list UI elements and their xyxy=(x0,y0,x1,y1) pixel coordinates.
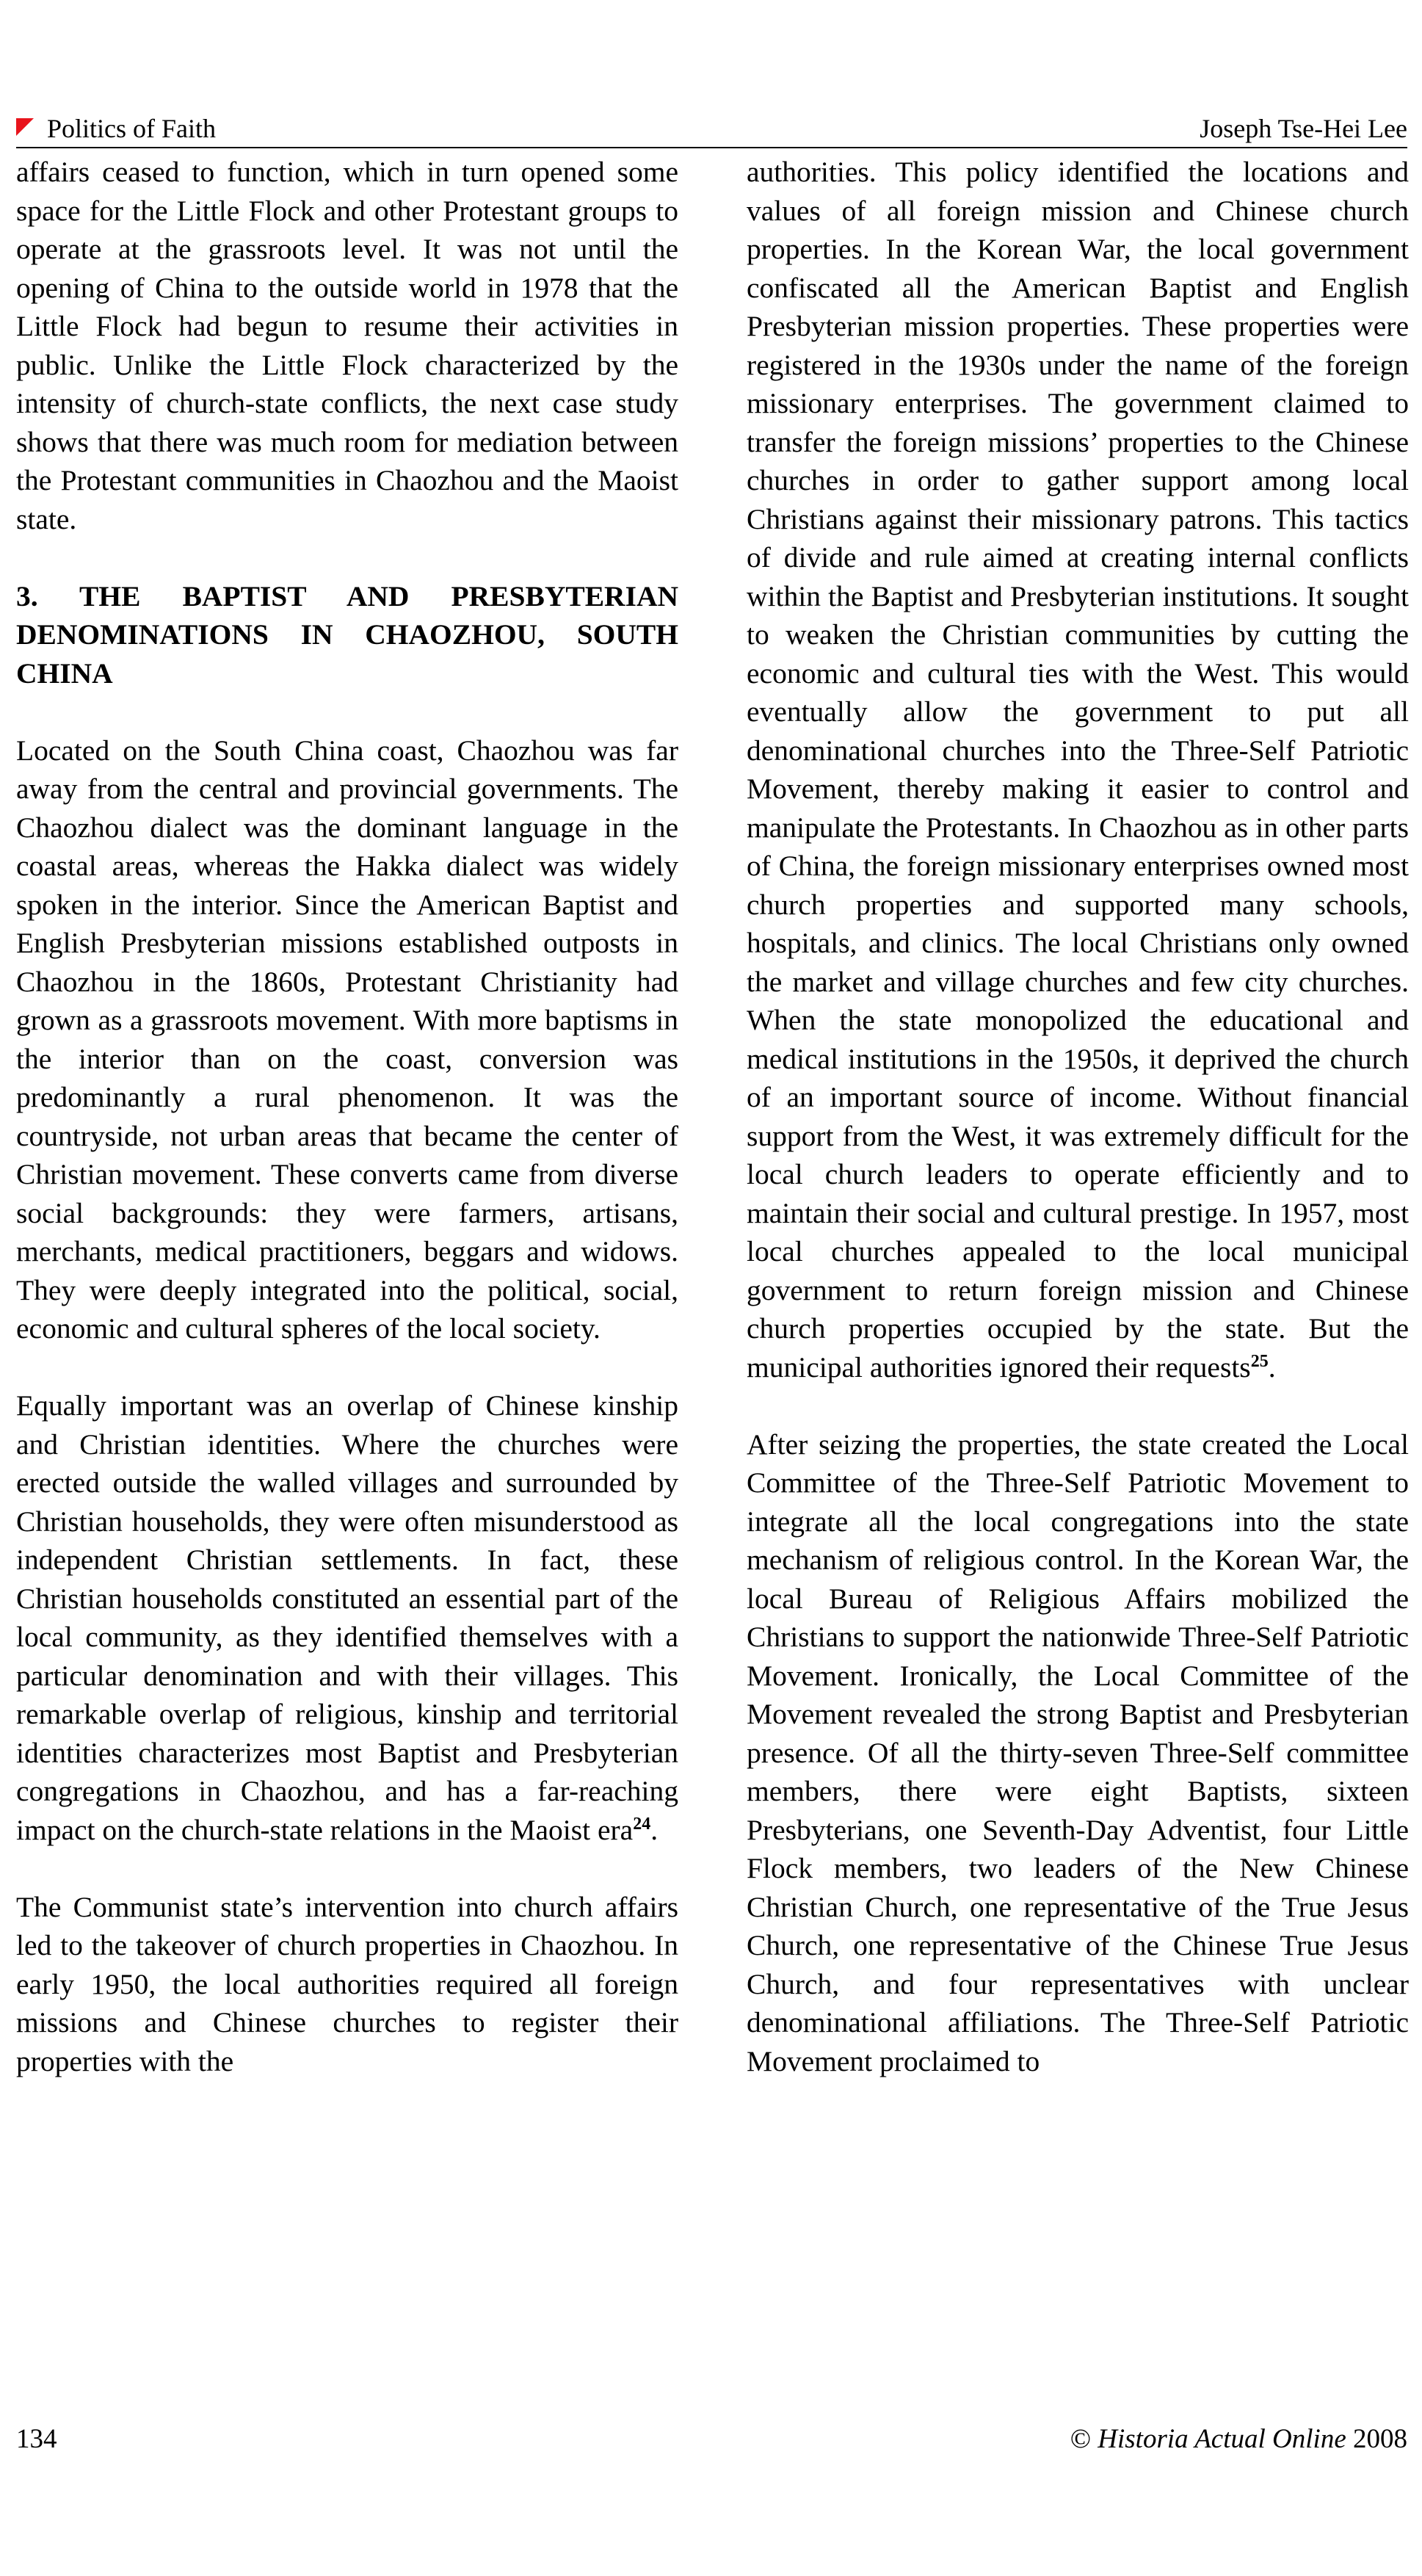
footnote-ref-24: 24 xyxy=(633,1814,651,1834)
copyright-notice xyxy=(1070,2423,1407,2455)
red-flag-icon xyxy=(16,118,34,136)
footnote-ref-25: 25 xyxy=(1250,1351,1269,1371)
paragraph: After seizing the properties, the state created the Local Committee of the Three-Self Patriotic Movement to integrate all the local congregations into the state mechanism of religious control. In the Korean War, the local Bureau of Religious Affairs mobilized the Christians to support the nationwide Three-Self Patriotic Movement. Ironically, the Local Committee of the Movement revealed the strong Baptist and Presbyterian presence. Of all the thirty-seven Three-Self committee members, there were eight Baptists, sixteen Presbyterians, one Seventh-Day Adventist, four Little Flock members, two leaders of the New Chinese Christian Church, one representative of the True Jesus Church, one representative of the Chinese True Jesus Church, and four representatives with unclear denominational affiliations. The Three-Self Patriotic Movement proclaimed to xyxy=(747,1428,1409,2077)
section-heading: 3. THE BAPTIST AND PRESBYTERIAN DENOMINATIONS IN CHAOZHOU, SOUTH CHINA xyxy=(16,579,678,690)
left-column xyxy=(16,153,678,2080)
page-number: 134 xyxy=(16,2424,57,2454)
running-header xyxy=(16,110,1407,148)
right-column xyxy=(747,153,1409,2080)
copyright-symbol: © xyxy=(1070,2424,1092,2454)
paragraph-text: Equally important was an overlap of Chinese kinship and Christian identities. Where the churches were erected outside the walled villages and surrounded by Christian households, they were often misunderstood as independent Christian settlements. In fact, these Christian households constituted an essential part of the local community, as they identified themselves with a particular denomination and with their villages. This remarkable overlap of religious, kinship and territorial identities characterizes most Baptist and Presbyterian congregations in Chaozhou, and has a far-reaching impact on the church-state relations in the Maoist era xyxy=(16,1389,678,1846)
paragraph xyxy=(16,1386,678,1849)
journal-section-title: Politics of Faith xyxy=(47,114,217,143)
paragraph: affairs ceased to function, which in turn opened some space for the Little Flock and other Protestant groups to operate at the grassroots level. It was not until the opening of China to the outside world in 1978 that the Little Flock had begun to resume their activities in public. Unlike the Little Flock characterized by the intensity of church-state conflicts, the next case study shows that there was much room for mediation between the Protestant communities in Chaozhou and the Maoist state. xyxy=(16,156,678,535)
paragraph: Located on the South China coast, Chaozhou was far away from the central and provincial governments. The Chaozhou dialect was the dominant language in the coastal areas, whereas the Hakka dialect was widely spoken in the interior. Since the American Baptist and English Presbyterian missions established outposts in Chaozhou in the 1860s, Protestant Christianity had grown as a grassroots movement. With more baptisms in the interior than on the coast, conversion was predominantly a rural phenomenon. It was the countryside, not urban areas that became the center of Christian movement. These converts came from diverse social backgrounds: they were farmers, artisans, merchants, medical practitioners, beggars and widows. They were deeply integrated into the political, social, economic and cultural spheres of the local society. xyxy=(16,734,678,1345)
publication-name: Historia Actual Online xyxy=(1098,2424,1346,2454)
paragraph xyxy=(747,153,1409,1386)
paragraph-end: . xyxy=(1268,1350,1276,1383)
paragraph-end: . xyxy=(650,1813,659,1846)
publication-year: 2008 xyxy=(1353,2424,1407,2454)
paragraph-text: authorities. This policy identified the locations and values of all foreign mission and Chinese church properties. In the Korean War, the local government confiscated all the American Baptist and English Presbyterian mission properties. These properties were registered in the 1930s under the name of the foreign missionary enterprises. The government claimed to transfer the foreign missions’ properties to the Chinese churches in order to gather support among local Christians against their missionary patrons. This tactics of divide and rule aimed at creating internal conflicts within the Baptist and Presbyterian institutions. It sought to weaken the Christian communities by cutting the economic and cultural ties with the West. This would eventually allow the government to put all denominational churches into the Three-Self Patriotic Movement, thereby making it easier to control and manipulate the Protestants. In Chaozhou as in other parts of China, the foreign missionary enterprises owned most church properties and supported many schools, hospitals, and clinics. The local Christians only owned the market and village churches and few city churches. When the state monopolized the educational and medical institutions in the 1950s, it deprived the church of an important source of income. Without financial support from the West, it was extremely difficult for the local church leaders to operate efficiently and to maintain their social and cultural prestige. In 1957, most local churches appealed to the local municipal government to return foreign mission and Chinese church properties occupied by the state. But the municipal authorities ignored their requests xyxy=(747,156,1409,1383)
author-name: Joseph Tse-Hei Lee xyxy=(1200,114,1407,143)
header-left xyxy=(16,113,216,144)
paragraph: The Communist state’s intervention into church affairs led to the takeover of church properties in Chaozhou. In early 1950, the local authorities required all foreign missions and Chinese churches to register their properties with the xyxy=(16,1890,678,2077)
